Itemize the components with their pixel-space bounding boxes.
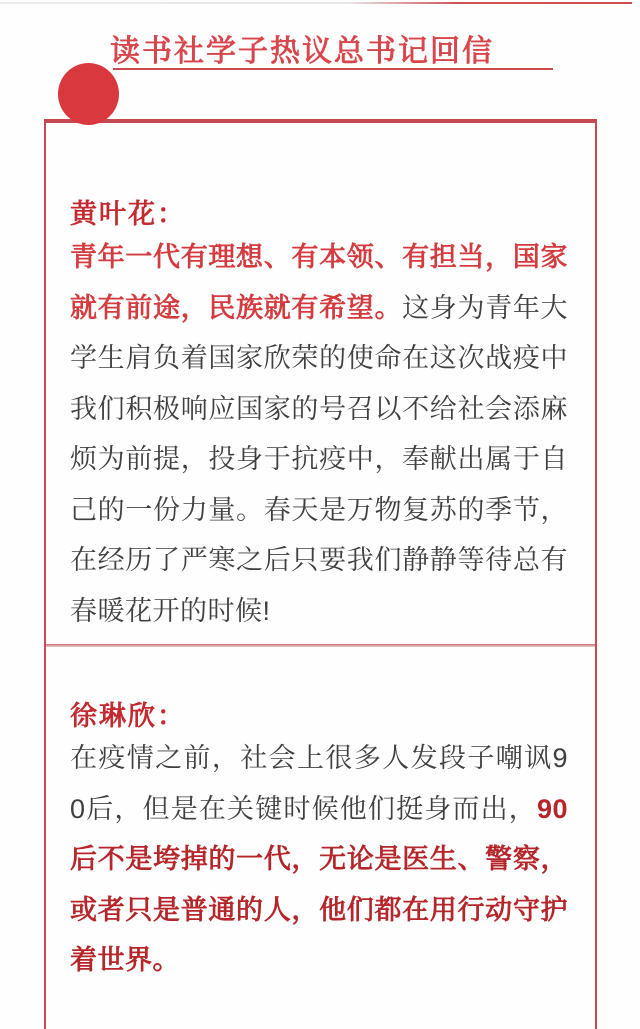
quote-paragraph-1 — [70, 232, 568, 636]
page-title: 读书社学子热议总书记回信 — [110, 35, 494, 68]
title-underline — [113, 68, 553, 70]
quote-2-highlight-text: 90后不是垮掉的一代，无论是医生、警察，或者只是普通的人，他们都在用行动守护着世界。 — [70, 793, 568, 975]
quote-paragraph-2 — [70, 733, 568, 986]
quote-1-body-text: 这身为青年大学生肩负着国家欣荣的使命在这次战疫中我们积极响应国家的号召以不给社会添麻烦为前提，投身于抗疫中，奉献出属于自己的一份力量。春天是万物复苏的季节，在经历了严寒之后只要我们静静等待总有春暖花开的时候! — [70, 292, 569, 626]
top-rule — [0, 2, 632, 4]
speaker-name-huang-yehua: 黄叶花： — [70, 199, 186, 229]
red-dot-decoration — [58, 63, 119, 125]
quote-1-highlight-text: 青年一代有理想、有本领、有担当，国家就有前途，民族就有希望。 — [70, 242, 568, 323]
section-divider — [46, 644, 595, 647]
speaker-name-xu-linxin: 徐琳欣： — [70, 701, 186, 731]
quote-2-body-text: 在疫情之前，社会上很多人发段子嘲讽90后，但是在关键时候他们挺身而出， — [70, 743, 568, 824]
